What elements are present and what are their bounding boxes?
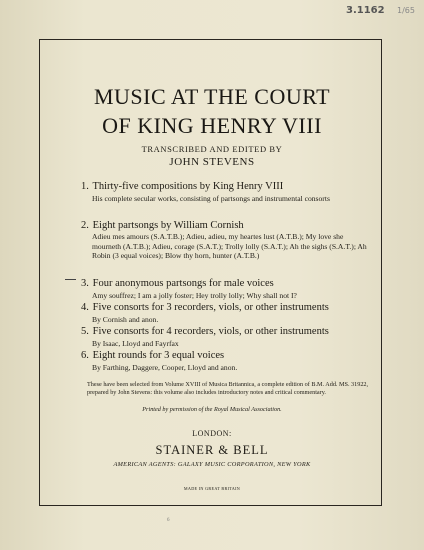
item-title: Five consorts for 3 recorders, viols, or other instruments bbox=[92, 302, 329, 313]
contents-desc-2: Adieu mes amours (S.A.T.B.); Adieu, adieu, my heartes lust (A.T.B.); My love she mourneth (A.T.B.); Adieu, corage (S.A.T.); Trolly lolly (S.A.T.); Ah the sighs (S.A.T.); Ah Robin (3 equal voices); Blow thy horn, hunter (A.T.B.) bbox=[92, 232, 367, 261]
editor-name: JOHN STEVENS bbox=[169, 156, 255, 168]
catalog-number: 3.1162 bbox=[346, 5, 385, 16]
price-mark: 1/65 bbox=[397, 6, 415, 15]
edition-note: These have been selected from Volume XVIII of Musica Britannica, a complete edition of B.M. Add. MS. 31922, prepared by John Stevens: this volume also includes introductory notes and critical commentary. bbox=[87, 381, 369, 396]
contents-desc-5: By Isaac, Lloyd and Fayrfax bbox=[92, 339, 179, 348]
made-in-label: MADE IN GREAT BRITAIN bbox=[183, 486, 241, 491]
item-number: 3. bbox=[81, 278, 89, 289]
contents-item-6 bbox=[81, 350, 371, 362]
publisher-city: LONDON: bbox=[192, 429, 232, 438]
contents-item-1 bbox=[81, 181, 371, 193]
contents-desc-1: His complete secular works, consisting of partsongs and instrumental consorts bbox=[92, 194, 330, 203]
contents-desc-6: By Farthing, Daggere, Cooper, Lloyd and anon. bbox=[92, 363, 238, 372]
contents-desc-3: Amy souffrez; I am a jolly foster; Hey trolly lolly; Why shall not I? bbox=[92, 291, 297, 300]
item-title: Four anonymous partsongs for male voices bbox=[92, 278, 274, 289]
contents-item-5 bbox=[81, 326, 371, 338]
subtitle: TRANSCRIBED AND EDITED BY bbox=[141, 144, 283, 154]
publisher-name: STAINER & BELL bbox=[155, 443, 269, 457]
publisher-agents: AMERICAN AGENTS: GALAXY MUSIC CORPORATION, NEW YORK bbox=[113, 461, 311, 468]
title-line-1: MUSIC AT THE COURT bbox=[93, 84, 331, 109]
item-number: 4. bbox=[81, 302, 89, 313]
permission-line: Printed by permission of the Royal Musical Association. bbox=[142, 406, 282, 413]
contents-item-3 bbox=[81, 278, 371, 290]
item-number: 2. bbox=[81, 220, 89, 231]
item-title: Thirty-five compositions by King Henry VIII bbox=[92, 181, 284, 192]
item-number: 6. bbox=[81, 350, 89, 361]
item-title: Eight rounds for 3 equal voices bbox=[92, 350, 225, 361]
contents-item-2 bbox=[81, 220, 371, 232]
item-number: 1. bbox=[81, 181, 89, 192]
item-number: 5. bbox=[81, 326, 89, 337]
footer-mark: 6 bbox=[167, 518, 170, 523]
contents-item-4 bbox=[81, 302, 371, 314]
item-title: Five consorts for 4 recorders, viols, or other instruments bbox=[92, 326, 329, 337]
item-title: Eight partsongs by William Cornish bbox=[92, 220, 244, 231]
pencil-marker bbox=[65, 279, 76, 280]
title-line-2: OF KING HENRY VIII bbox=[102, 113, 322, 138]
contents-desc-4: By Cornish and anon. bbox=[92, 315, 159, 324]
